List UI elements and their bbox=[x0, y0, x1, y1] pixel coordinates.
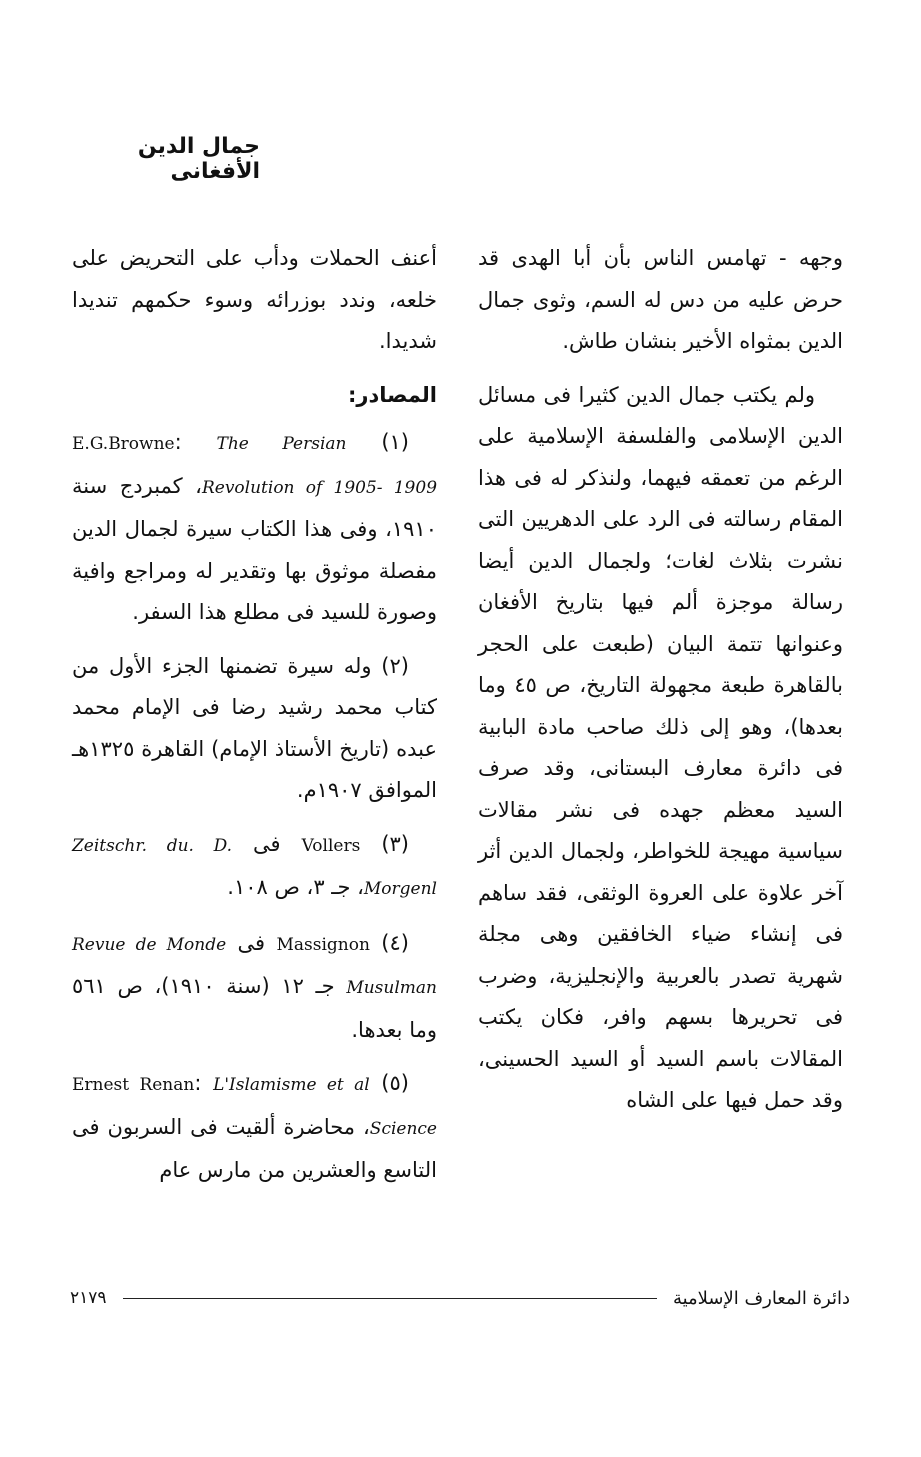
right-column bbox=[478, 238, 843, 1134]
footer-rule bbox=[123, 1298, 657, 1299]
reference-5-title: L'Islamisme et al Science bbox=[213, 1075, 437, 1139]
reference-1-author: E.G.Browne bbox=[72, 434, 175, 454]
reference-2 bbox=[72, 646, 437, 812]
reference-3-author: Vollers bbox=[301, 835, 361, 856]
reference-3: (٣) Vollers فى Zeitschr. du. D. Morgenl، جـ ٣، ص ١٠٨. bbox=[72, 831, 437, 899]
reference-1-number: (١) bbox=[381, 430, 409, 454]
footer-page-number: ٢١٧٩ bbox=[70, 1288, 107, 1308]
right-paragraph-1: وجهه - تهامس الناس بأن أبا الهدى قد حرض عليه من دس له السم، وثوى جمال الدين بمثواه الأخير بنشان طاش. bbox=[478, 246, 843, 353]
reference-2-text: وله سيرة تضمنها الجزء الأول من كتاب محمد رشيد رضا فى الإمام محمد عبده (تاريخ الأستاذ الإمام) القاهرة ١٣٢٥هـ الموافق ١٩٠٧م. bbox=[72, 653, 437, 802]
reference-1-text: كمبردج سنة ١٩١٠، وفى هذا الكتاب سيرة لجمال الدين مفصلة موثوق بها وتقدير له ومراجع وافية وصورة للسيد فى مطلع هذا السفر. bbox=[72, 473, 437, 624]
reference-4-number: (٤) bbox=[381, 930, 409, 955]
reference-4-fi: فى bbox=[237, 930, 266, 955]
reference-4-title: Revue de Monde Musulman bbox=[72, 934, 437, 998]
reference-3-number: (٣) bbox=[381, 831, 409, 856]
reference-3-fi: فى bbox=[253, 831, 281, 856]
sources-heading: المصادر: bbox=[347, 382, 437, 407]
running-header-title: جمال الدين الأفغانى bbox=[137, 134, 260, 184]
left-column bbox=[72, 238, 437, 1204]
reference-4-author: Massignon bbox=[276, 934, 370, 955]
footer-encyclopedia-label: دائرة المعارف الإسلامية bbox=[672, 1287, 850, 1309]
reference-2-number: (٢) bbox=[381, 653, 409, 678]
reference-5: (٥) Ernest Renan: L'Islamisme et al Science، محاضرة ألقيت فى السربون فى التاسع والعشرين من مارس عام bbox=[72, 1071, 437, 1182]
reference-1-title: The Persian Revolution of 1905- 1909 bbox=[201, 434, 438, 498]
left-paragraph-1: أعنف الحملات ودأب على التحريض على خلعه، وندد بوزرائه وسوء حكمهم تنديدا شديدا. bbox=[72, 246, 437, 353]
reference-5-text: محاضرة ألقيت فى السربون فى التاسع والعشرين من مارس عام bbox=[72, 1114, 437, 1182]
reference-3-text: جـ ٣، ص ١٠٨. bbox=[227, 875, 351, 899]
reference-5-author: Ernest Renan bbox=[72, 1075, 195, 1095]
reference-1: (١) E.G.Browne: The Persian Revolution of 1905- 1909، كمبردج سنة ١٩١٠، وفى هذا الكتاب سيرة لجمال الدين مفصلة موثوق بها وتقدير له ومراجع وافية وصورة للسيد فى مطلع هذا السفر. bbox=[72, 430, 438, 624]
page-footer bbox=[70, 1283, 850, 1313]
right-paragraph-2: ولم يكتب جمال الدين كثيرا فى مسائل الدين الإسلامى والفلسفة الإسلامية على الرغم من تعمقه فيهما، ولنذكر له فى هذا المقام رسالته فى الرد على الدهريين التى نشرت بثلاث لغات؛ ولجمال الدين أيضا رسالة موجزة ألم فيها بتاريخ الأفغان وعنوانها تتمة البيان (طبعت على الحجر بالقاهرة طبعة مجهولة التاريخ، ص ٤٥ وما بعدها)، وهو إلى ذلك صاحب مادة البابية فى دائرة معارف البستانى، وقد صرف السيد معظم جهده فى نشر مقالات سياسية مهيجة للخواطر، ولجمال الدين أثر آخر علاوة على العروة الوثقى، فقد ساهم فى إنشاء ضياء الخافقين وهى مجلة شهرية تصدر بالعربية والإنجليزية، وضرب فى تحريرها بسهم وافر، فكان يكتب المقالات باسم السيد أو السيد الحسينى، وقد حمل فيها على الشاه bbox=[478, 382, 843, 1112]
reference-4 bbox=[72, 923, 437, 1052]
reference-5-number: (٥) bbox=[381, 1071, 409, 1095]
reference-3-title: Zeitschr. du. D. Morgenl bbox=[72, 835, 437, 899]
reference-4-text: جـ ١٢ (سنة ١٩١٠)، ص ٥٦١ وما بعدها. bbox=[72, 974, 437, 1042]
